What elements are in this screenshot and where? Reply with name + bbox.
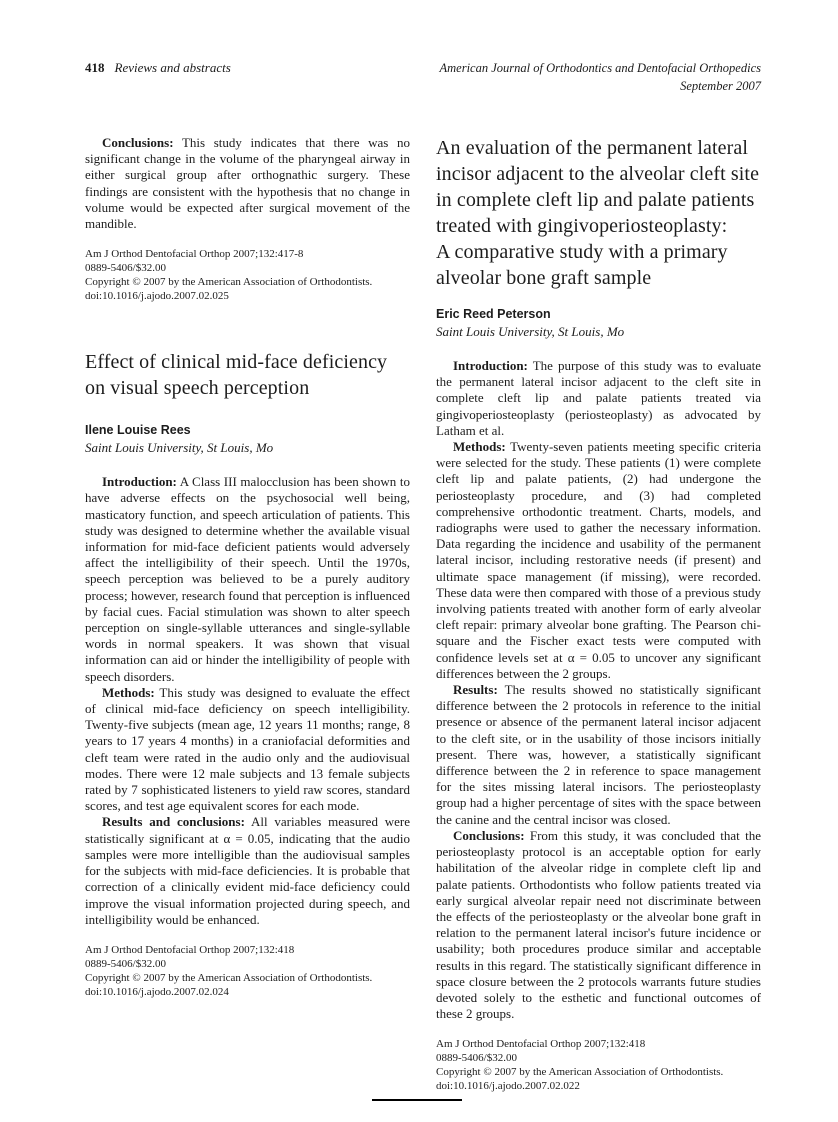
citation-doi: doi:10.1016/j.ajodo.2007.02.025 — [85, 290, 229, 303]
header-left — [85, 60, 231, 76]
author-affiliation: Saint Louis University, St Louis, Mo — [85, 440, 274, 456]
section-lead: Introduction: — [453, 358, 528, 373]
issue-date: September 2007 — [680, 78, 761, 93]
section-lead: Results: — [453, 682, 498, 698]
section-text: A Class III malocclusion has been shown to have adverse effects on the psychosocial well being, masticatory function, and speech articulation of patients. This study was designed to determine whether the available visual information for mid-face deficient patients would adversely affect the intelligibility of their speech. Until the 1970s, speech perception was believed to be a purely auditory process; however, research found that perception is influenced by facial cues. Facial stimulation was shown to alter speech perception on single-syllable utterances and single-syllable words in normal speakers. It was shown that visual information can aid or hinder the intelligibility of people with speech disorders. — [85, 474, 410, 684]
citation-issn-price: 0889-5406/$32.00 — [85, 957, 166, 970]
paragraph-introduction — [436, 358, 761, 439]
paragraph-results — [436, 682, 761, 828]
section-text: The results showed no statistically significant difference between the 2 protocols in reference to the initial presence or absence of the permanent lateral incisor adjacent to the cleft site, or in the usability of those incisors initially present. There was, however, a statistically significant difference between the 2 in reference to space management for the sites missing lateral incisors. The periosteoplasty group had a higher percentage of sites with the space between the canine and the central incisor was closed. — [436, 682, 761, 827]
page-footer-mark — [372, 1099, 462, 1101]
article-title-subtitle: A comparative study with a primary alveolar bone graft sample — [436, 241, 728, 289]
paragraph-methods — [436, 439, 761, 682]
paragraph-results-conclusions — [85, 814, 410, 927]
section-lead: Conclusions: — [102, 135, 174, 150]
section-lead: Results and conclusions: — [102, 814, 245, 830]
section-lead: Conclusions: — [453, 827, 525, 843]
section-text: Twenty-seven patients meeting specific criteria were selected for the study. These patients (1) were complete cleft lip and palate patients, (2) had undergone the periosteoplasty procedure, and (3) had completed comprehensive orthodontic treatment. Charts, models, and radiographs were used to gather the necessary information. Data regarding the incidence and usability of the permanent lateral incisor, including restorative needs (if present) and ultimate space management (if missing), were recorded. These data were then compared with those of a previous study involving patients treated with another form of early alveolar cleft repair: primary alveolar bone grafting. The Pearson chi-square and the Fischer exact tests were computed with confidence levels set at α = 0.05 to uncover any significant differences between the 2 groups. — [436, 439, 761, 681]
citation-doi: doi:10.1016/j.ajodo.2007.02.022 — [436, 1080, 580, 1093]
author-name: Eric Reed Peterson — [436, 307, 551, 321]
continued-abstract-conclusions — [85, 135, 410, 232]
paragraph-introduction — [85, 474, 410, 685]
citation-block-right-article — [436, 1037, 761, 1093]
citation-copyright: Copyright © 2007 by the American Association of Orthodontists. — [436, 1066, 724, 1079]
header-right — [440, 60, 762, 95]
paragraph-methods — [85, 685, 410, 815]
section-text: The purpose of this study was to evaluate the permanent lateral incisor adjacent to the cleft site in complete cleft lip and palate patients treated via gingivoperiosteoplasty (periosteoplasty) as advocated by Latham et al. — [436, 358, 761, 438]
citation-doi: doi:10.1016/j.ajodo.2007.02.024 — [85, 985, 229, 998]
page-header — [85, 60, 761, 95]
section-text: This study indicates that there was no significant change in the volume of the pharyngeal airway in either surgical group after orthognathic surgery. These findings are consistent with the hypothesis that no change in volume would be expected after surgical movement of the mandible. — [85, 135, 411, 232]
section-lead: Introduction: — [102, 474, 177, 490]
section-lead: Methods: — [453, 439, 506, 455]
citation-reference: Am J Orthod Dentofacial Orthop 2007;132:418 — [436, 1038, 646, 1051]
author-name: Ilene Louise Rees — [85, 423, 191, 438]
paragraph-conclusions — [436, 828, 761, 1022]
article-title-main: An evaluation of the permanent lateral incisor adjacent to the alveolar cleft site in complete cleft lip and palate patients treated with gingivoperiosteoplasty: — [436, 137, 760, 237]
two-column-layout — [85, 135, 761, 1093]
article-title — [436, 135, 761, 291]
citation-issn-price: 0889-5406/$32.00 — [436, 1052, 517, 1065]
journal-page — [85, 60, 761, 1093]
author-affiliation: Saint Louis University, St Louis, Mo — [436, 324, 625, 339]
citation-copyright: Copyright © 2007 by the American Association of Orthodontists. — [85, 276, 373, 289]
citation-reference: Am J Orthod Dentofacial Orthop 2007;132:418 — [85, 943, 295, 956]
citation-block-left-article — [85, 943, 410, 999]
right-column — [436, 135, 761, 1093]
article-title: Effect of clinical mid-face deficiency on visual speech perception — [85, 351, 388, 400]
section-text: This study was designed to evaluate the effect of clinical mid-face deficiency on speech intelligibility. Twenty-five subjects (mean age, 12 years 11 months; range, 8 years to 17 years 4 months) in a craniofacial deformities and cleft team were rated in the audio only and the audiovisual modes. There were 12 male subjects and 13 female subjects rated by 7 sophisticated listeners to yield raw scores, standard scores, and test age equivalent scores for each mode. — [85, 684, 411, 814]
citation-block-continued — [85, 247, 410, 303]
journal-name: American Journal of Orthodontics and Dentofacial Orthopedics — [439, 61, 761, 75]
citation-copyright: Copyright © 2007 by the American Association of Orthodontists. — [85, 971, 373, 984]
page-number: 418 — [85, 60, 105, 75]
section-lead: Methods: — [102, 684, 155, 700]
left-column — [85, 135, 410, 1093]
section-text: All variables measured were statistically significant at α = 0.05, indicating that the audio samples were more intelligible than the audiovisual samples for the subjects with mid-face deficiencies. It is probable that correction of a clinically evident mid-face deficiency could improve the visual information projected during speech, and intelligibility would be enhanced. — [85, 814, 410, 927]
section-text: From this study, it was concluded that the periosteoplasty protocol is an acceptable option for early habilitation of the alveolar ridge in complete cleft lip and palate patients. Orthodontists who follow patients treated via early surgical alveolar repair need not discriminate between the effects of the periosteoplasty or the alveolar bone graft in relation to the permanent lateral incisor's future incidence or usability; both procedures produce similar and acceptable results in this regard. The statistically significant difference in space closure between the 2 protocols warrants future studies devoted solely to the esthetic and functional outcomes of these 2 groups. — [436, 827, 761, 1022]
citation-reference: Am J Orthod Dentofacial Orthop 2007;132:417-8 — [85, 248, 304, 261]
section-title: Reviews and abstracts — [114, 60, 231, 75]
citation-issn-price: 0889-5406/$32.00 — [85, 262, 166, 275]
